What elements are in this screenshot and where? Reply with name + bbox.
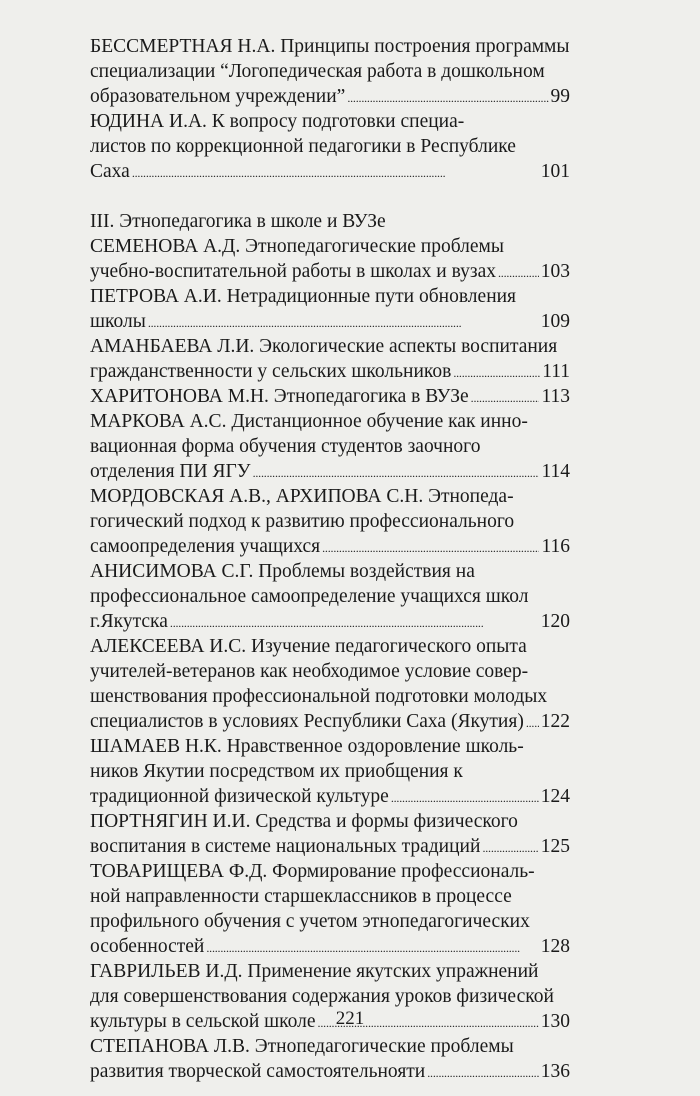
toc-page-number: 125 — [540, 836, 570, 857]
toc-entry-line: ной направленности старшеклассников в процессе — [90, 886, 512, 907]
toc-entry-line: АЛЕКСЕЕВА И.С. Изучение педагогического опыта — [90, 636, 527, 657]
toc-entry-last-line — [90, 784, 570, 809]
dot-leader — [347, 84, 548, 109]
toc-entry-last-line — [90, 1059, 570, 1084]
toc-entry-text: ХАРИТОНОВА М.Н. Этнопедагогика в ВУЗе — [90, 386, 469, 407]
toc-entry-line: вационная форма обучения студентов заочного — [90, 436, 481, 457]
toc-entry — [90, 634, 570, 734]
toc-entry-line: БЕССМЕРТНАЯ Н.А. Принципы построения программы — [90, 36, 570, 57]
toc-entry-last-line — [90, 934, 570, 959]
toc-entry-text: особенностей — [90, 936, 205, 957]
table-of-contents — [90, 34, 570, 1084]
toc-entry — [90, 109, 570, 184]
toc-page-number: 111 — [542, 361, 570, 382]
toc-entry — [90, 1034, 570, 1084]
toc-entry — [90, 559, 570, 634]
toc-entry-text: самоопределения учащихся — [90, 536, 321, 557]
toc-page-number: 101 — [540, 161, 570, 182]
dot-leader — [148, 309, 539, 334]
toc-entry-line: для совершенствования содержания уроков физической — [90, 986, 554, 1007]
toc-entry-line: ШАМАЕВ Н.К. Нравственное оздоровление школь- — [90, 736, 524, 757]
toc-entry — [90, 34, 570, 109]
toc-entry-text: отделения ПИ ЯГУ — [90, 461, 251, 482]
toc-entry-last-line — [90, 609, 570, 634]
toc-entry-line: гогический подход к развитию профессионального — [90, 511, 515, 532]
toc-entry — [90, 409, 570, 484]
toc-part-1 — [90, 34, 570, 184]
toc-entry-last-line — [90, 309, 570, 334]
toc-entry — [90, 334, 570, 384]
toc-entry — [90, 234, 570, 284]
toc-page-number: 136 — [540, 1061, 570, 1082]
toc-page-number: 109 — [540, 311, 570, 332]
toc-entry — [90, 384, 570, 409]
toc-entry-last-line — [90, 159, 570, 184]
toc-entry-text: специалистов в условиях Республики Саха (Якутия) — [90, 711, 524, 732]
toc-entry-text: традиционной физической культуре — [90, 786, 389, 807]
dot-leader — [482, 834, 538, 859]
toc-entry — [90, 809, 570, 859]
toc-entry-last-line — [90, 534, 570, 559]
dot-leader — [132, 159, 539, 184]
toc-entry-text: образовательном учреждении” — [90, 86, 346, 107]
toc-entry-text: учебно-воспитательной работы в школах и вузах — [90, 261, 496, 282]
dot-leader — [498, 259, 539, 284]
dot-leader — [427, 1059, 539, 1084]
toc-entry-last-line — [90, 459, 570, 484]
toc-entry-text: развития творческой самостоятельнояти — [90, 1061, 426, 1082]
toc-entry-line: профильного обучения с учетом этнопедагогических — [90, 911, 530, 932]
toc-entry — [90, 284, 570, 334]
page-number: 221 — [335, 1008, 365, 1029]
toc-entry-line: ПОРТНЯГИН И.И. Средства и формы физического — [90, 811, 518, 832]
toc-page-number: 103 — [540, 261, 570, 282]
dot-leader — [471, 384, 540, 409]
toc-entry-line: профессиональное самоопределение учащихся школ — [90, 586, 529, 607]
dot-leader — [526, 709, 539, 734]
toc-entry-text: Саха — [90, 161, 130, 182]
toc-entry-line: листов по коррекционной педагогики в Республике — [90, 136, 516, 157]
toc-entry — [90, 484, 570, 559]
toc-page-number: 124 — [540, 786, 570, 807]
dot-leader — [453, 359, 540, 384]
toc-entry-text: г.Якутска — [90, 611, 168, 632]
toc-entry-line: учителей-ветеранов как необходимое условие совер- — [90, 661, 529, 682]
toc-entry-text: воспитания в системе национальных традиций — [90, 836, 481, 857]
section-heading: III. Этнопедагогика в школе и ВУЗе — [90, 211, 386, 232]
toc-entry-line: МАРКОВА А.С. Дистанционное обучение как инно- — [90, 411, 528, 432]
toc-page-number: 116 — [541, 536, 570, 557]
toc-page-number: 120 — [540, 611, 570, 632]
toc-entry-text: гражданственности у сельских школьников — [90, 361, 452, 382]
section-gap — [90, 184, 570, 209]
toc-page-number: 99 — [550, 86, 570, 107]
toc-entry-line: ГАВРИЛЬЕВ И.Д. Применение якутских упражнений — [90, 961, 539, 982]
toc-entry-text: культуры в сельской школе — [90, 1011, 316, 1032]
toc-entry-line: ЮДИНА И.А. К вопросу подготовки специа- — [90, 111, 465, 132]
toc-entry — [90, 859, 570, 959]
toc-entry-line: АНИСИМОВА С.Г. Проблемы воздействия на — [90, 561, 475, 582]
toc-page-number: 114 — [541, 461, 570, 482]
toc-entry-line: ПЕТРОВА А.И. Нетрадиционные пути обновления — [90, 286, 517, 307]
toc-entry-line: ников Якутии посредством их приобщения к — [90, 761, 463, 782]
dot-leader — [391, 784, 539, 809]
toc-entry-line: АМАНБАЕВА Л.И. Экологические аспекты воспитания — [90, 336, 558, 357]
toc-entry — [90, 734, 570, 809]
dot-leader — [170, 609, 539, 634]
toc-entry-last-line — [90, 834, 570, 859]
toc-entry-last-line — [90, 709, 570, 734]
toc-part-2 — [90, 234, 570, 1084]
toc-entry-last-line — [90, 259, 570, 284]
toc-entry-last-line — [90, 384, 570, 409]
toc-page-number: 122 — [540, 711, 570, 732]
toc-page-number: 128 — [540, 936, 570, 957]
toc-entry-text: школы — [90, 311, 146, 332]
dot-leader — [322, 534, 539, 559]
toc-page-number: 113 — [541, 386, 570, 407]
toc-entry-line: специализации “Логопедическая работа в дошкольном — [90, 61, 545, 82]
toc-entry-line: МОРДОВСКАЯ А.В., АРХИПОВА С.Н. Этнопеда- — [90, 486, 514, 507]
dot-leader — [253, 459, 540, 484]
toc-entry-line: СЕМЕНОВА А.Д. Этнопедагогические проблемы — [90, 236, 505, 257]
toc-entry-line: шенствования профессиональной подготовки молодых — [90, 686, 548, 707]
toc-entry-last-line — [90, 359, 570, 384]
toc-entry-last-line — [90, 84, 570, 109]
dot-leader — [206, 934, 538, 959]
toc-entry-line: ТОВАРИЩЕВА Ф.Д. Формирование профессиональ- — [90, 861, 535, 882]
toc-page-number: 130 — [540, 1011, 570, 1032]
toc-entry-line: СТЕПАНОВА Л.В. Этнопедагогические проблемы — [90, 1036, 514, 1057]
